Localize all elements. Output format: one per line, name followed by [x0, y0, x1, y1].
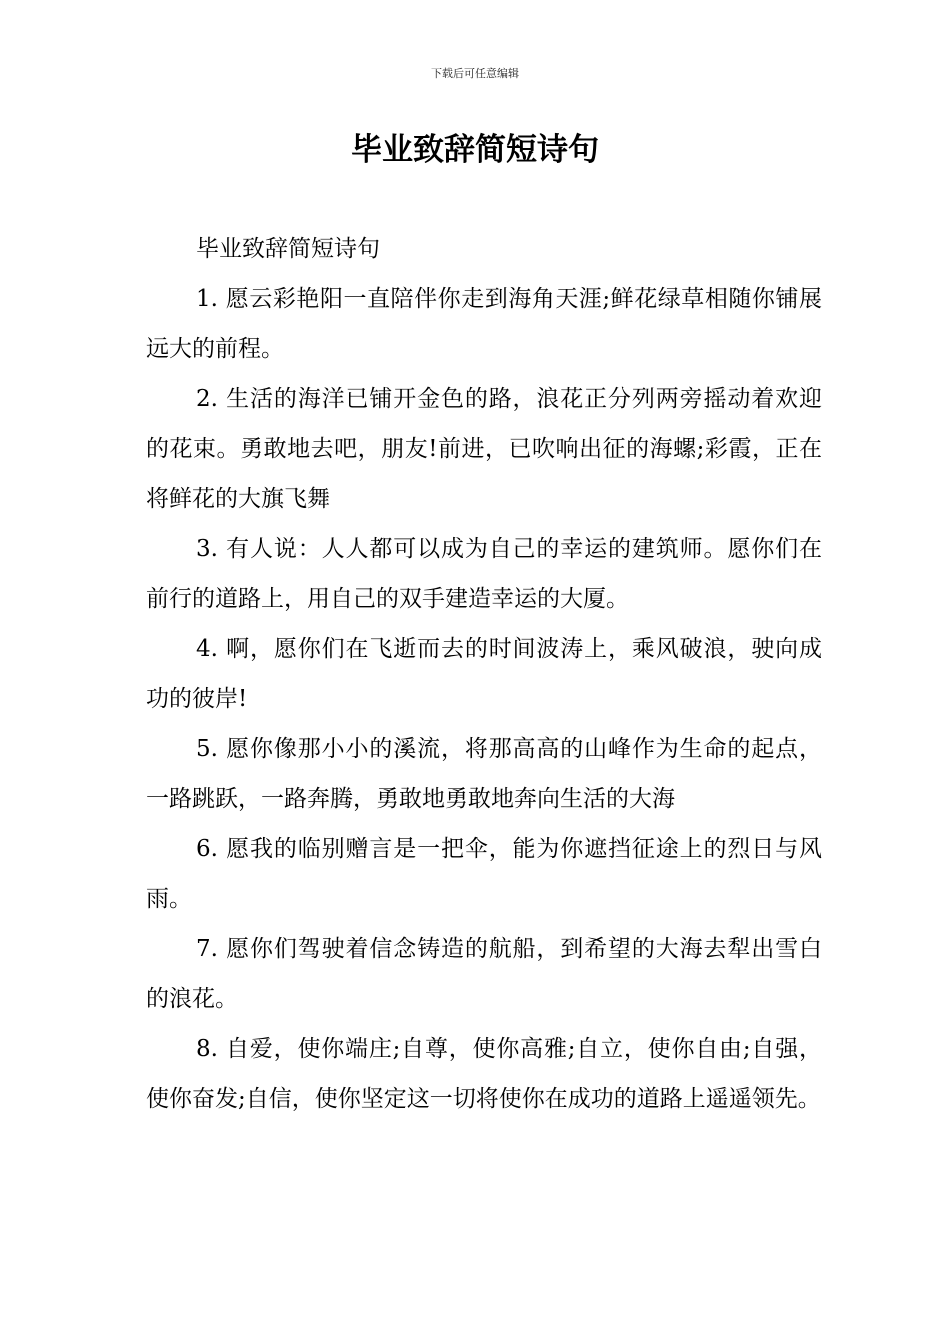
subtitle-paragraph: 毕业致辞简短诗句 [196, 236, 380, 262]
verse-paragraph-8: 8. 自爱，使你端庄;自尊，使你高雅;自立，使你自由;自强，使你奋发;自信，使你坚定这一切将使你在成功的道路上遥遥领先。 [146, 1036, 822, 1112]
verse-paragraph-2: 2. 生活的海洋已铺开金色的路，浪花正分列两旁摇动着欢迎的花束。勇敢地去吧，朋友!前进，已吹响出征的海螺;彩霞，正在将鲜花的大旗飞舞 [146, 386, 822, 512]
verse-paragraph-4: 4. 啊，愿你们在飞逝而去的时间波涛上，乘风破浪，驶向成功的彼岸! [146, 636, 822, 712]
header-note: 下载后可任意编辑 [431, 67, 519, 80]
document-title: 毕业致辞简短诗句 [351, 132, 599, 168]
document-body [146, 224, 822, 1124]
verse-paragraph-5: 5. 愿你像那小小的溪流，将那高高的山峰作为生命的起点，一路跳跃，一路奔腾，勇敢地勇敢地奔向生活的大海 [146, 736, 822, 812]
verse-paragraph-3: 3. 有人说：人人都可以成为自己的幸运的建筑师。愿你们在前行的道路上，用自己的双手建造幸运的大厦。 [146, 536, 822, 612]
verse-paragraph-1: 1. 愿云彩艳阳一直陪伴你走到海角天涯;鲜花绿草相随你铺展远大的前程。 [146, 286, 822, 362]
verse-paragraph-7: 7. 愿你们驾驶着信念铸造的航船，到希望的大海去犁出雪白的浪花。 [146, 936, 822, 1012]
verse-paragraph-6: 6. 愿我的临别赠言是一把伞，能为你遮挡征途上的烈日与风雨。 [146, 836, 822, 912]
